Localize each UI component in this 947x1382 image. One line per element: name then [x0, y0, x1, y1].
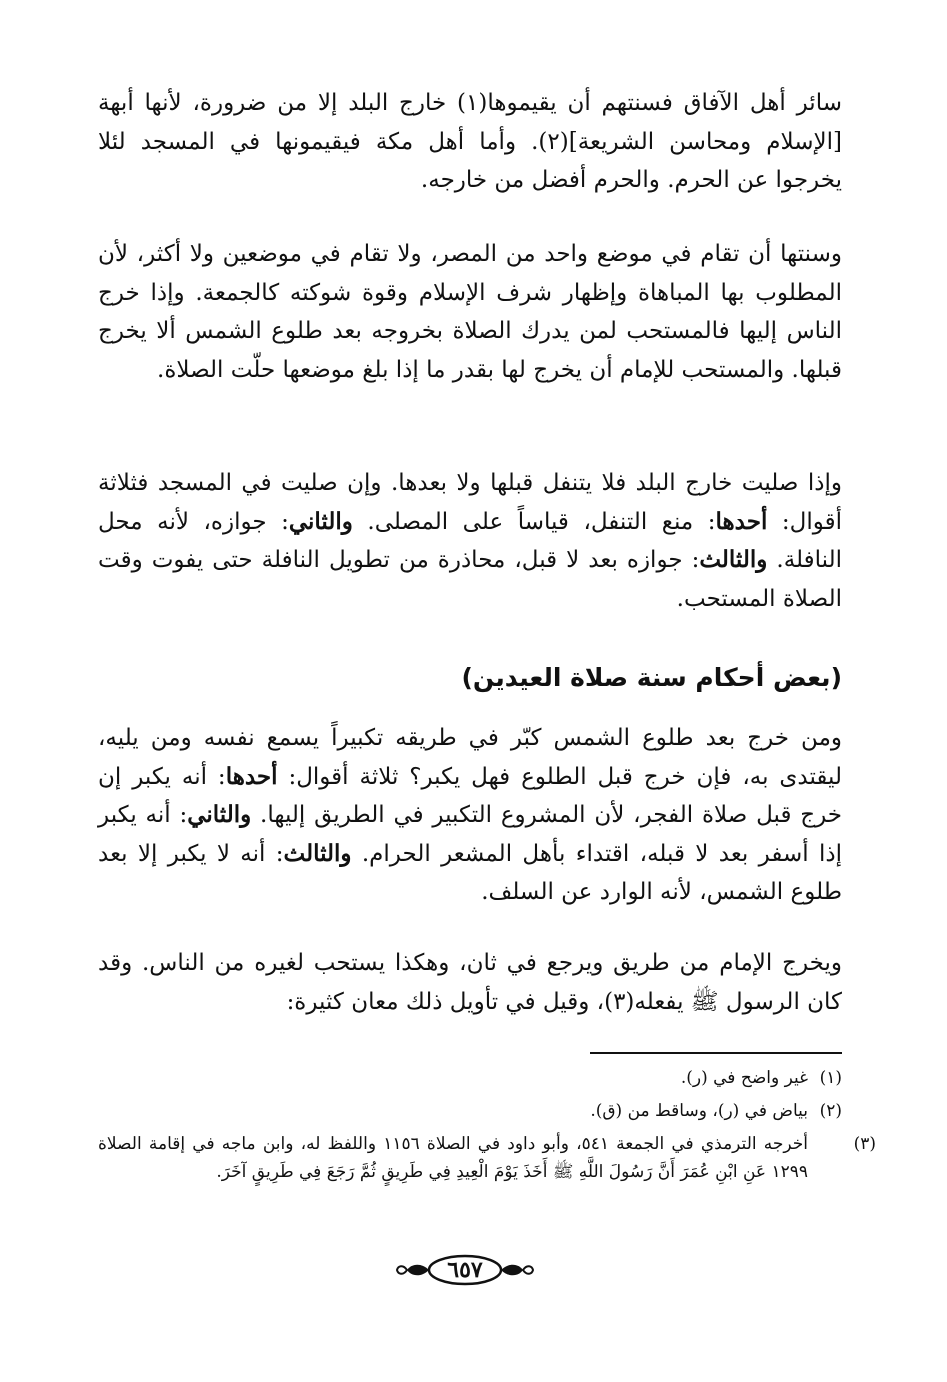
paragraph-3-bold-2: والثاني	[288, 507, 353, 535]
paragraph-4-bold-3: والثالث	[283, 839, 352, 867]
paragraph-2: وسنتها أن تقام في موضع واحد من المصر، ولا تقام في موضعين ولا أكثر، لأن المطلوب بها المباهاة وإظهار شرف الإسلام وقوة شوكته كالجمعة. وإذا خرج الناس إليها فالمستحب لمن يدرك الصلاة بخروجه بعد طلوع الشمس ألا يخرج قبلها. والمستحب للإمام أن يخرج لها بقدر ما إذا بلغ موضعها حلّت الصلاة.	[98, 241, 842, 383]
paragraph-3-text-e: : جوازه بعد لا قبل، محاذرة من تطويل النافلة حتى يفوت وقت الصلاة المستحب.	[98, 547, 842, 612]
paragraph-4-text-d: : أنه يكبر إذا أسفر بعد لا قبله، اقتداء بأهل المشعر الحرام.	[98, 802, 842, 867]
footnote-separator	[590, 1052, 842, 1054]
paragraph-3	[98, 464, 842, 618]
paragraph-4-text-e: : أنه لا يكبر إلا بعد طلوع الشمس، لأنه الوارد عن السلف.	[98, 840, 842, 905]
footnote-number: (٢)	[819, 1101, 842, 1121]
footnote-text: بياض في (ر)، وساقط من (ق).	[590, 1101, 808, 1121]
paragraph-3-bold-3: والثالث	[699, 546, 768, 573]
footnote-2	[98, 1097, 842, 1125]
footnotes	[98, 1064, 876, 1191]
footnote-number: (٣)	[853, 1134, 876, 1154]
paragraph-4-text-c: : أنه يكبر إن خرج قبل صلاة الفجر، لأن المشروع التكبير في الطريق إليها.	[98, 763, 842, 828]
footnote-1	[98, 1064, 842, 1092]
paragraph-3-text-d: : جوازه، لأنه محل النافلة.	[98, 508, 842, 573]
footnote-number: (١)	[819, 1068, 842, 1088]
paragraph-1: سائر أهل الآفاق فسنتهم أن يقيموها(١) خارج البلد إلا من ضرورة، لأنها أبهة [الإسلام ومحاسن الشريعة](٢). وأما أهل مكة فيقيمونها في المسجد لئلا يخرجوا عن الحرم. والحرم أفضل من خارجه.	[98, 90, 842, 193]
paragraph-4-text-a: ومن خرج بعد طلوع الشمس كبّر في طريقه تكبيراً يسمع نفسه ومن يليه، ليقتدى به، فإن خرج قبل الطلوع فهل يكبر؟ ثلاثة أقوال:	[98, 725, 842, 790]
paragraph-3-text-a: وإذا صليت خارج البلد فلا يتنفل قبلها ولا بعدها. وإن صليت في المسجد فثلاثة أقوال:	[98, 470, 843, 535]
paragraph-5: ويخرج الإمام من طريق ويرجع في ثان، وهكذا يستحب لغيره من الناس. وقد كان الرسول ﷺ يفعله(٣)، وقيل في تأويل ذلك معان كثيرة:	[98, 950, 842, 1015]
page-number: ٦٥٧	[447, 1257, 483, 1283]
footnote-3	[98, 1130, 876, 1186]
paragraph-3-bold-1: أحدها	[715, 507, 768, 535]
paragraph-3-text-c: : منع التنفل، قياساً على المصلى.	[352, 508, 716, 535]
section-heading: (بعض أحكام سنة صلاة العيدين)	[461, 663, 842, 692]
footnote-text: غير واضح في (ر).	[680, 1068, 808, 1088]
paragraph-4-bold-1: أحدها	[225, 762, 278, 790]
paragraph-4-bold-2: والثاني	[187, 801, 252, 828]
footnote-text: أخرجه الترمذي في الجمعة ٥٤١، وأبو داود في الصلاة ١١٥٦ واللفظ له، وابن ماجه في إقامة الصلاة ١٢٩٩ عَنِ ابْنِ عُمَرَ أَنَّ رَسُولَ اللَّهِ ﷺ أَخَذَ يَوْمَ الْعِيدِ فِي طَرِيقٍ ثُمَّ رَجَعَ فِي طَرِيقٍ آخَرَ.	[98, 1134, 808, 1182]
paragraph-4	[98, 719, 842, 912]
